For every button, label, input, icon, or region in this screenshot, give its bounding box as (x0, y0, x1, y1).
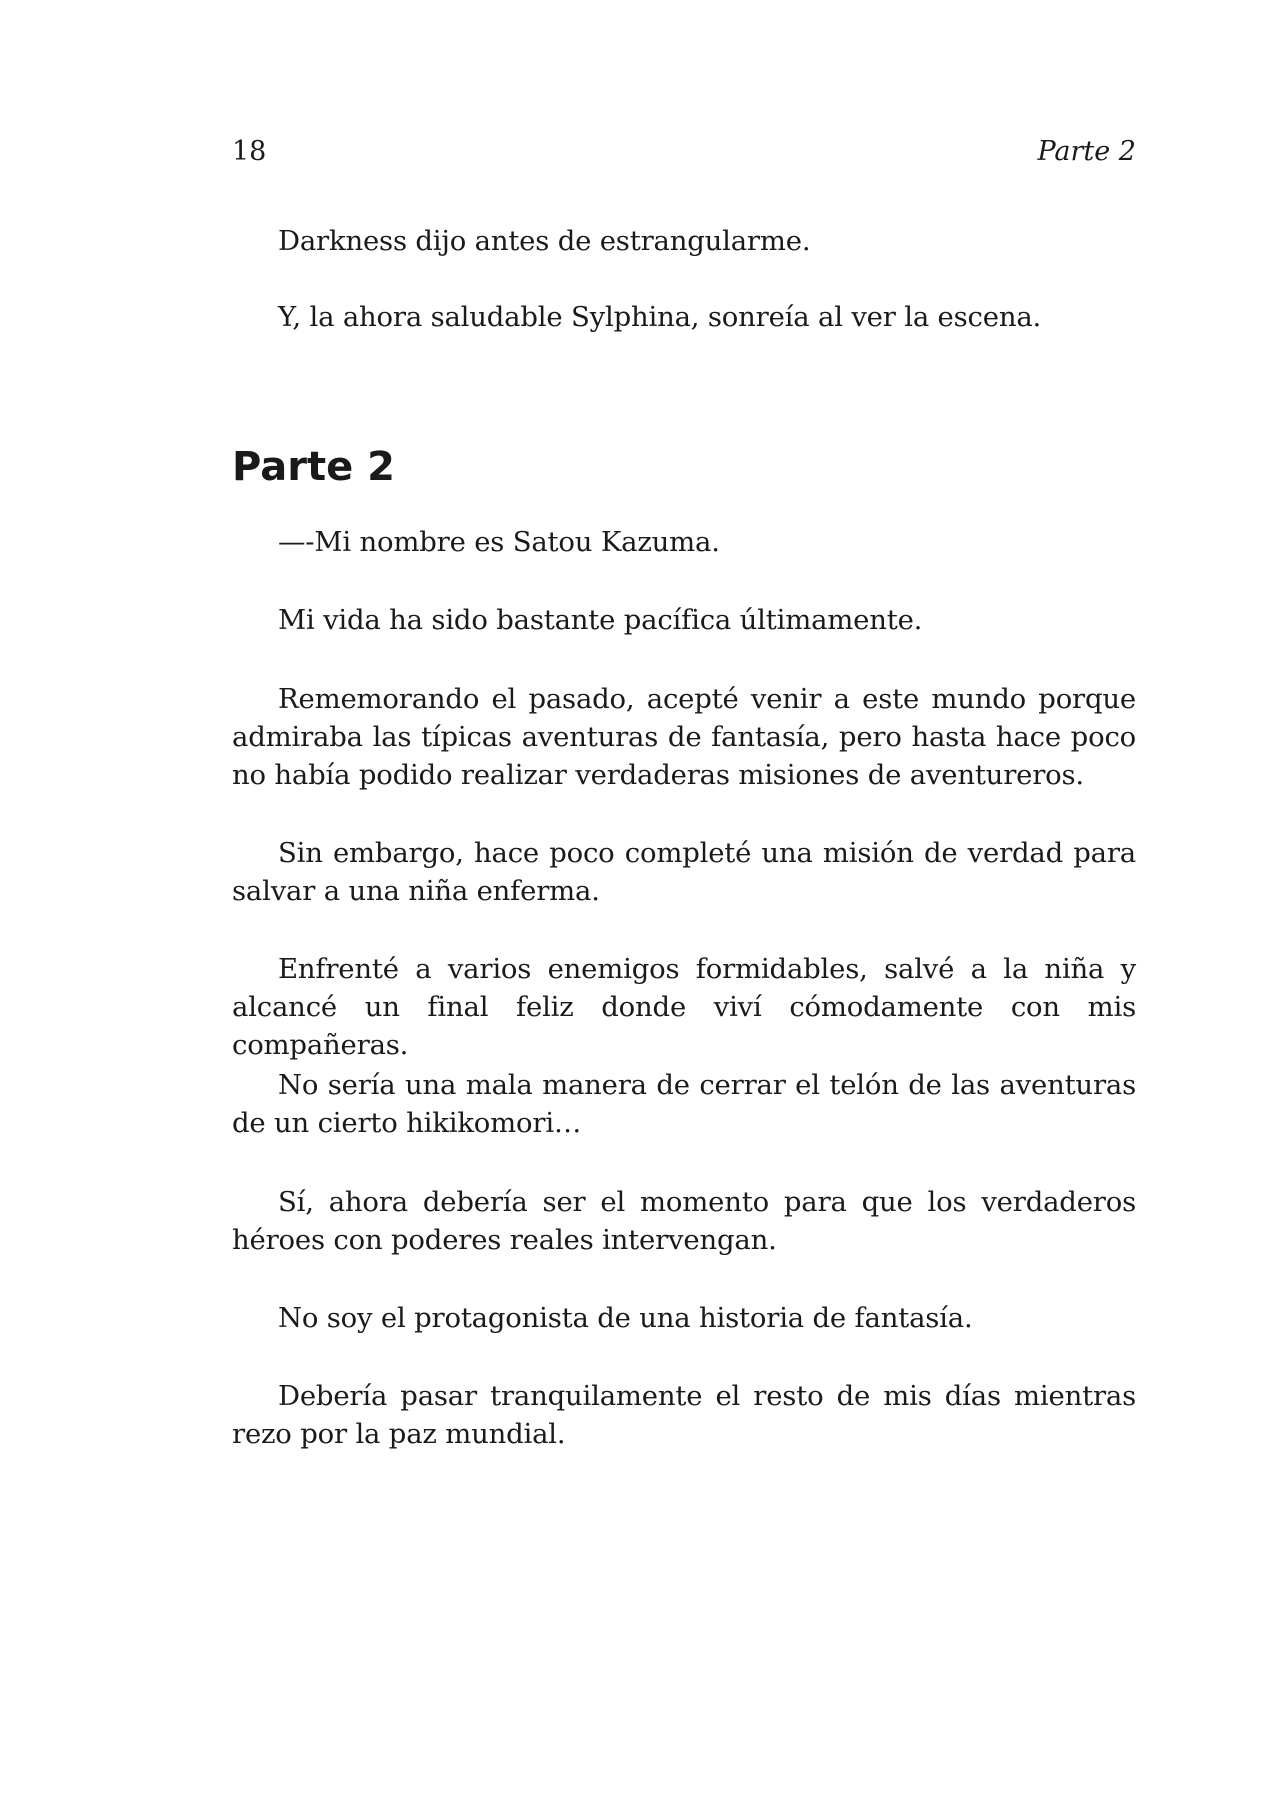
body-paragraph-7: Sí, ahora debería ser el momento para que los verdaderos héroes con poderes reales intervengan. (232, 1186, 1136, 1256)
body-paragraph-1: —-Mi nombre es Satou Kazuma. (278, 526, 720, 558)
body-paragraph-2: Mi vida ha sido bastante pacífica últimamente. (278, 604, 923, 636)
body-paragraph-8: No soy el protagonista de una historia de fantasía. (278, 1302, 973, 1334)
body-paragraph-5: Enfrenté a varios enemigos formidables, salvé a la niña y alcancé un final feliz donde viví cómodamente con mis compañeras. (232, 953, 1136, 1061)
intro-paragraph-2: Y, la ahora saludable Sylphina, sonreía al ver la escena. (278, 301, 1042, 333)
page-header (232, 132, 1136, 172)
body-paragraph-6: No sería una mala manera de cerrar el telón de las aventuras de un cierto hikikomori… (232, 1069, 1136, 1139)
intro-paragraph-1: Darkness dijo antes de estrangularme. (278, 225, 811, 257)
running-head: Parte 2 (1037, 136, 1136, 167)
body-paragraph-4: Sin embargo, hace poco completé una misión de verdad para salvar a una niña enferma. (232, 837, 1136, 907)
section-heading: Parte 2 (232, 444, 395, 490)
body-paragraph-9: Debería pasar tranquilamente el resto de mis días mientras rezo por la paz mundial. (232, 1380, 1136, 1450)
book-page (232, 0, 1136, 1807)
page-number: 18 (232, 136, 267, 167)
body-paragraph-3: Rememorando el pasado, acepté venir a este mundo porque admiraba las típicas aventuras de fantasía, pero hasta hace poco no había podido realizar verdaderas misiones de aventureros. (232, 683, 1136, 791)
